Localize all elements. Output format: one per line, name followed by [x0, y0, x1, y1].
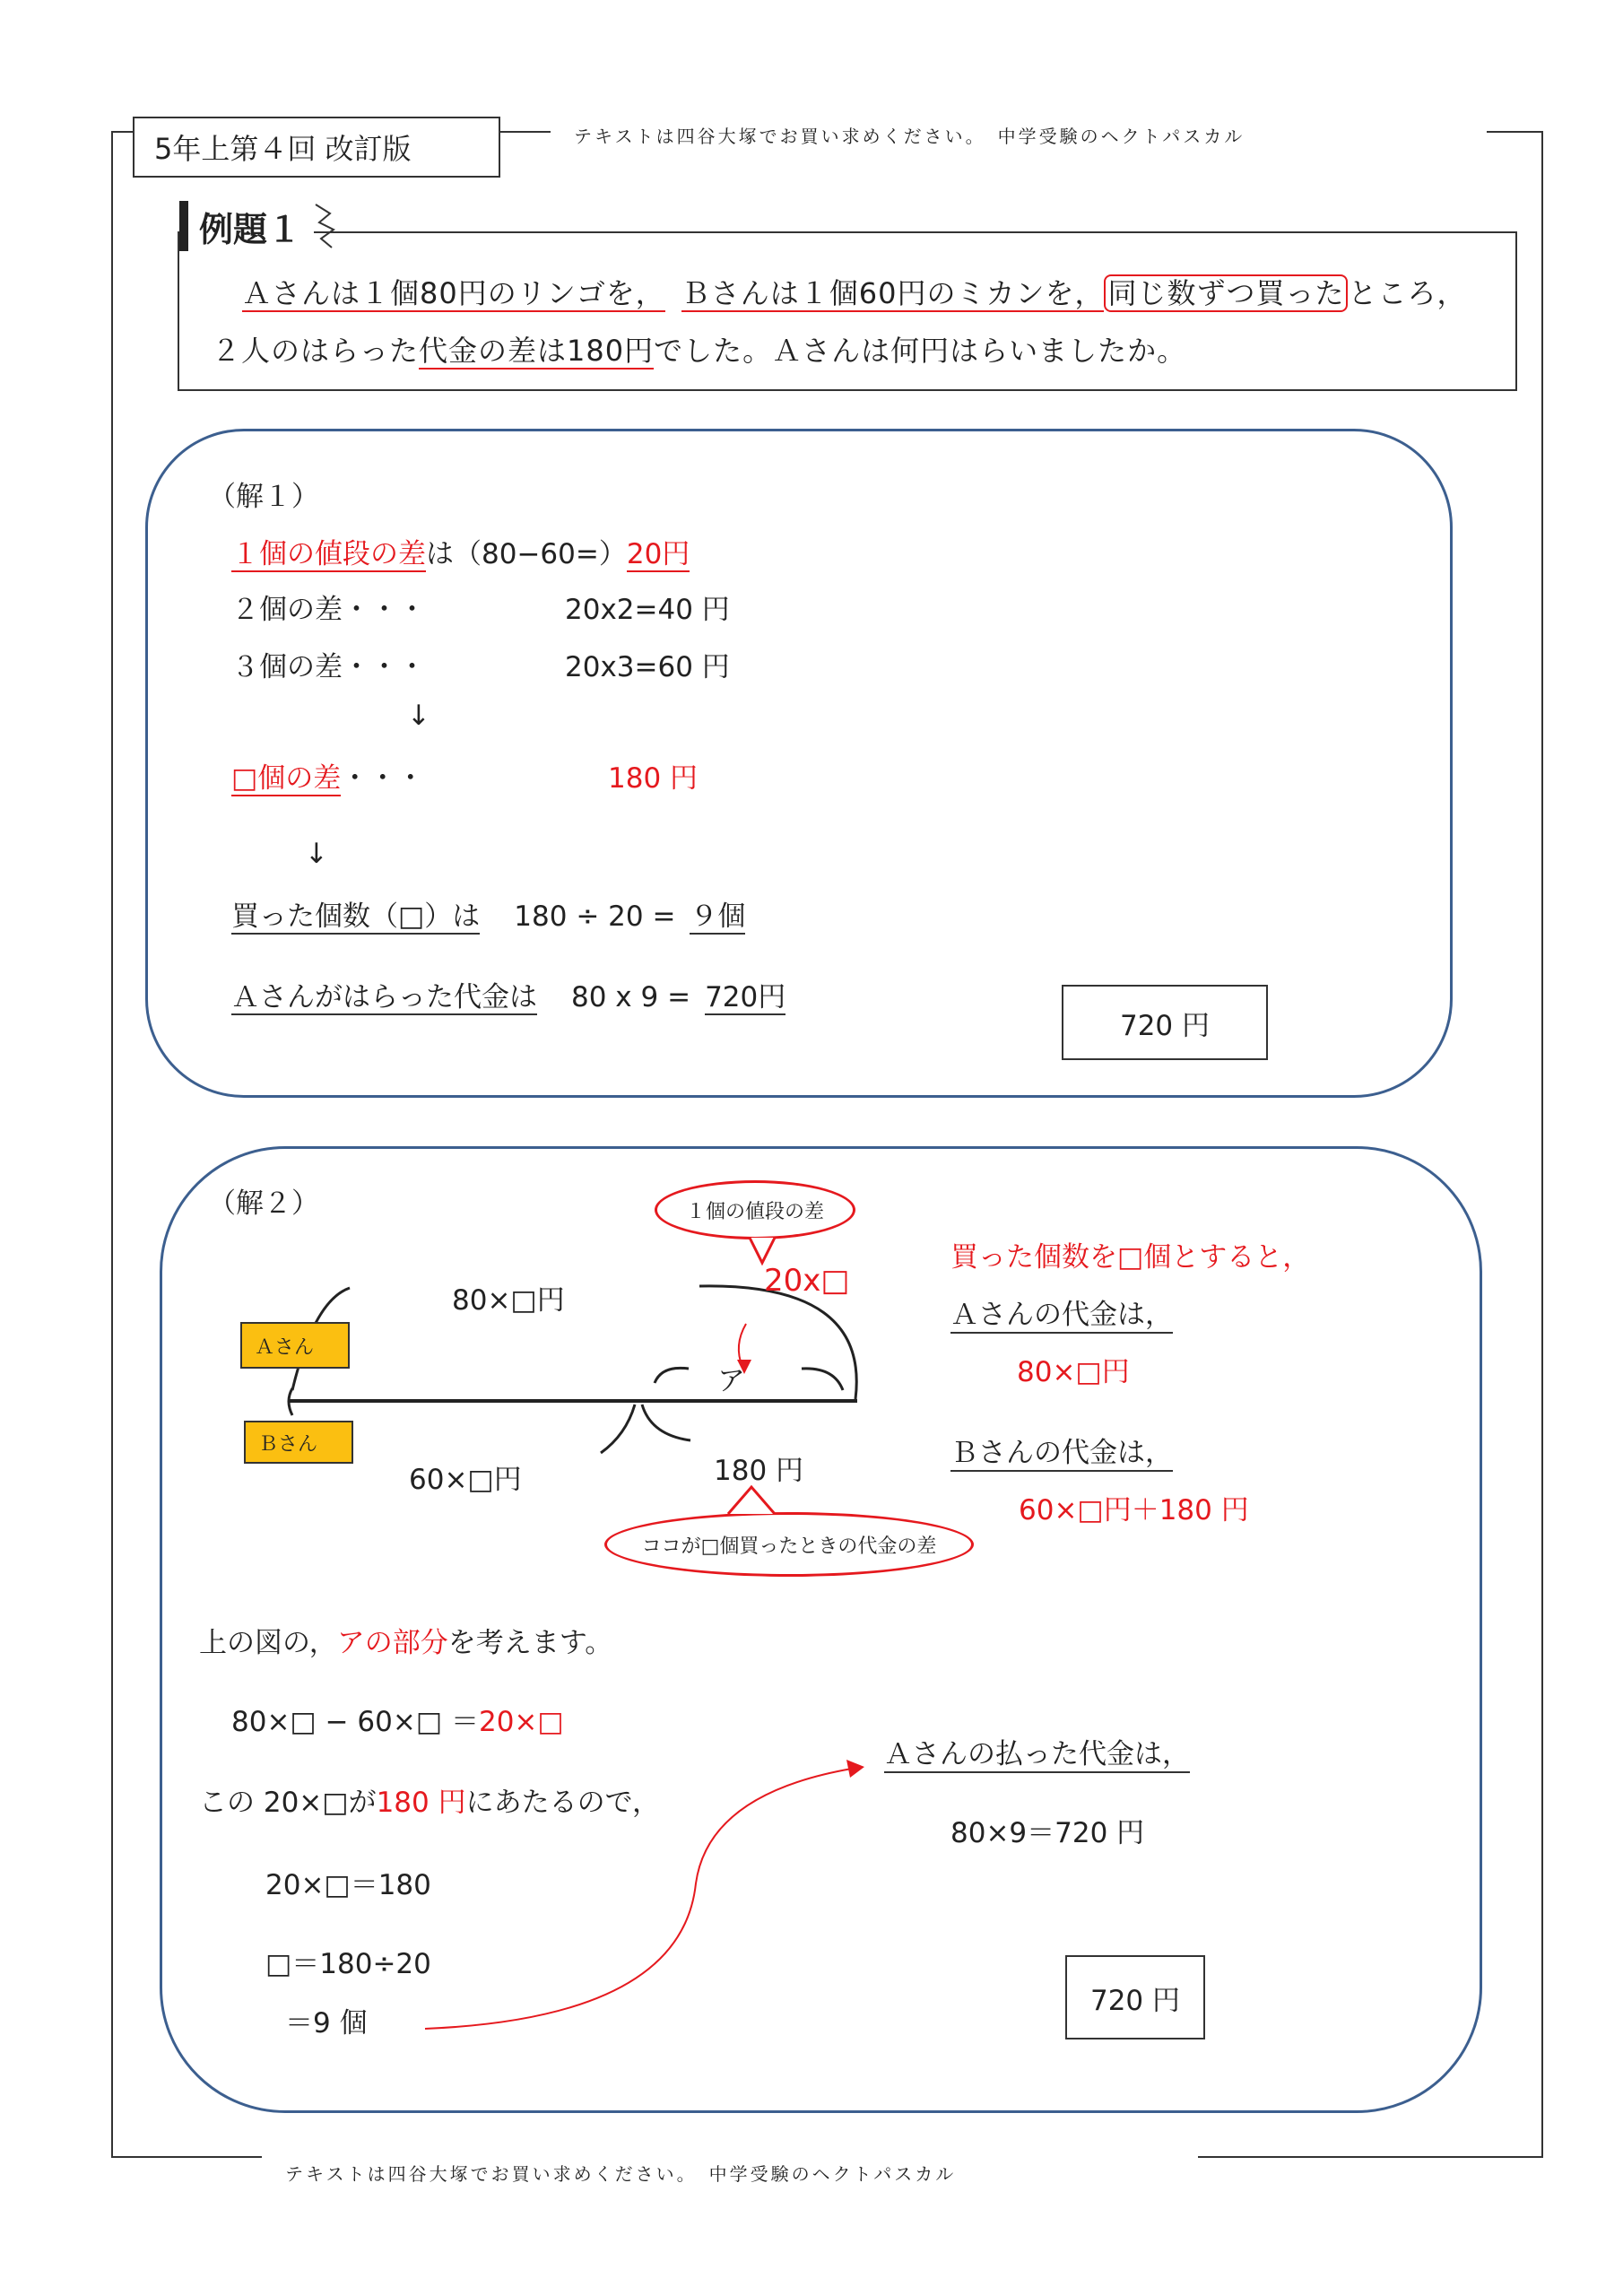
explain-b: アの部分 [336, 1627, 448, 1659]
series-title: 5年上第４回 改訂版 [154, 132, 412, 166]
unit-diff-label: １個の値段の差 [231, 538, 426, 570]
header-note: テキストは四谷大塚でお買い求めください。 中学受験のヘクトパスカル [574, 126, 1245, 147]
bubble-unit-diff [655, 1180, 855, 1239]
solution1-row1 [231, 531, 690, 571]
explain-c: を考えます。 [447, 1627, 613, 1659]
frame-top-mid [500, 131, 551, 133]
curved-arrow [412, 1749, 879, 2045]
bubble-total-diff [604, 1512, 974, 1577]
tag-b-label: Ｂさん [258, 1432, 318, 1456]
solution1-answer-box [1062, 985, 1268, 1060]
equation-1-lhs: 80×□ − 60×□ ＝ [231, 1706, 479, 1738]
diff-amount: 180 円 [714, 1455, 804, 1487]
frame-bottom-right [1198, 2156, 1542, 2158]
arrow-down-icon: ↓ [407, 700, 430, 732]
bubble-total-diff-text: ココが□個買ったときの代金の差 [641, 1535, 937, 1558]
problem-orange: Ｂさんは１個60円のミカンを， [681, 276, 1105, 310]
tag-a-label: Ａさん [255, 1335, 315, 1359]
tag-a-person [240, 1322, 350, 1369]
frame-left [111, 131, 113, 2158]
a-amount: 80×□円 [452, 1284, 565, 1317]
solution1-answer: 720 円 [1119, 1009, 1211, 1042]
solution2-heading: （解２） [208, 1187, 319, 1220]
paid-label: Ａさんがはらった代金は [231, 981, 537, 1013]
bubble-pointer-top [744, 1236, 780, 1266]
problem-diff: 代金の差は180円 [419, 334, 655, 368]
solution1-row3-calc: 20x3=60 円 [565, 651, 730, 683]
count-label: 買った個数（□）は [231, 900, 481, 933]
equation-1-rhs: 20×□ [478, 1706, 564, 1738]
problem-paid: ２人のはらった [212, 334, 420, 368]
count-result: ９個 [690, 900, 746, 933]
solution1-row4 [231, 755, 424, 796]
b-cost-value: 60×□円＋180 円 [1019, 1494, 1249, 1526]
equation-2-a: この 20×□が [199, 1787, 377, 1819]
solution1-row6 [231, 974, 785, 1014]
problem-line-1 [242, 271, 1467, 312]
series-title-box [133, 117, 500, 178]
problem-question: でした。Ａさんは何円はらいましたか。 [654, 334, 1187, 368]
paid-result: 720円 [705, 981, 786, 1013]
problem-tokoro: ところ， [1348, 276, 1467, 310]
solution2-answer-box [1065, 1955, 1205, 2039]
frame-top-right [1487, 131, 1542, 133]
equation-5: ＝9 個 [285, 2007, 368, 2039]
arrow-down-icon: ↓ [305, 838, 328, 870]
solution2-answer: 720 円 [1089, 1984, 1181, 2017]
equation-4: □＝180÷20 [265, 1948, 431, 1980]
a-cost-value: 80×□円 [1017, 1356, 1130, 1388]
paid-calc: 80 x 9 = [571, 981, 691, 1013]
n-diff-dots: ・・・ [341, 762, 425, 795]
b-amount: 60×□円 [409, 1464, 522, 1496]
equation-3: 20×□＝180 [265, 1869, 431, 1901]
example-tag-zigzag [314, 203, 341, 249]
n-diff-label: □個の差 [231, 762, 342, 795]
count-calc: 180 ÷ 20 = [514, 900, 676, 933]
equation-2-c: にあたるので， [465, 1787, 660, 1819]
equation-2-b: 180 円 [376, 1787, 466, 1819]
tag-b-person [244, 1421, 353, 1464]
a-cost-label: Ａさんの代金は， [950, 1292, 1173, 1334]
bubble-unit-diff-text: １個の値段の差 [685, 1200, 824, 1223]
solution1-heading: （解１） [208, 481, 319, 513]
problem-apple: Ａさんは１個80円のリンゴを， [242, 276, 665, 310]
explain-line [199, 1620, 612, 1660]
footer-note: テキストは四谷大塚でお買い求めください。 中学受験のヘクトパスカル [285, 2163, 957, 2185]
bubble-pointer-bottom [725, 1483, 778, 1516]
solution1-row5 [231, 893, 745, 934]
problem-same-count: 同じ数ずつ買った [1104, 274, 1348, 312]
example-tag: 例題１ [179, 201, 314, 251]
frame-right [1541, 131, 1543, 2158]
assume-count: 買った個数を□個とすると， [950, 1241, 1311, 1274]
paid-total-calc: 80×9＝720 円 [950, 1817, 1145, 1849]
solution1-row4-value: 180 円 [608, 762, 699, 795]
frame-top-left [111, 131, 133, 133]
solution1-row3-label: ３個の差・・・ [231, 651, 426, 683]
problem-line-2 [212, 328, 1186, 370]
solution1-row2-calc: 20x2=40 円 [565, 594, 730, 626]
part-a-label: ア [717, 1365, 745, 1397]
solution1-row2-label: ２個の差・・・ [231, 594, 426, 626]
paid-total-label: Ａさんの払った代金は， [884, 1731, 1190, 1773]
frame-bottom-left [111, 2156, 262, 2158]
unit-diff-calc: は（80−60=） [426, 538, 627, 570]
bubble-unit-diff-value: 20x□ [764, 1263, 850, 1299]
explain-a: 上の図の， [199, 1627, 337, 1659]
equation-1 [231, 1699, 564, 1739]
b-cost-label: Ｂさんの代金は， [950, 1430, 1173, 1472]
unit-diff-value: 20円 [626, 538, 690, 570]
